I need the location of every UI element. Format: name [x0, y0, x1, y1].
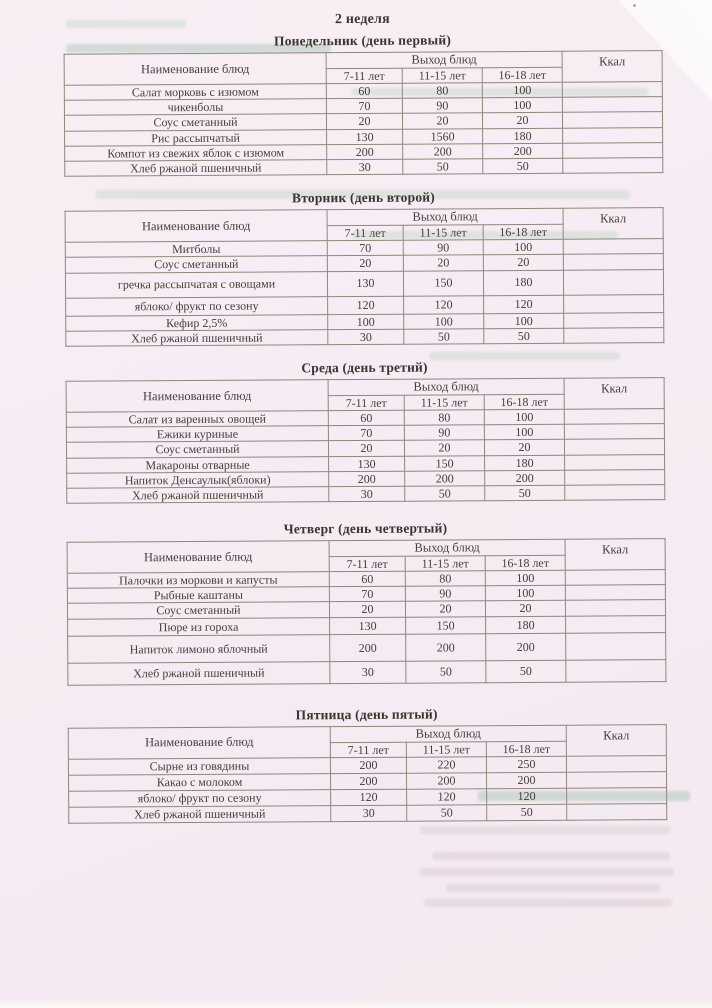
- dish-name-cell: Салат морковь с изюмом: [64, 84, 326, 101]
- day-tables-container: [63, 31, 666, 823]
- col-header-age-16-18: 16-18 лет: [483, 224, 563, 240]
- dish-name-cell: Палочки из моркови и капусты: [67, 572, 329, 589]
- portion-cell-11-15: 80: [402, 83, 482, 99]
- col-header-age-16-18: 16-18 лет: [485, 555, 565, 571]
- portion-cell-11-15: 50: [404, 328, 484, 344]
- portion-cell-11-15: 80: [405, 571, 485, 587]
- portion-cell-7-11: 20: [329, 602, 405, 618]
- portion-cell-7-11: 30: [328, 329, 404, 345]
- col-header-age-7-11: 7-11 лет: [330, 742, 406, 758]
- portion-cell-11-15: 200: [406, 772, 486, 788]
- kcal-cell: [566, 632, 666, 660]
- dish-name-cell: яблоко/ фрукт по сезону: [69, 789, 331, 807]
- col-header-kcal: Ккал: [566, 724, 666, 756]
- table-row: [67, 484, 665, 503]
- dish-name-cell: Сырне из говядины: [68, 757, 330, 775]
- portion-cell-16-18: 200: [483, 143, 563, 159]
- bleed-through-artifact: [446, 884, 660, 892]
- portion-cell-16-18: 50: [483, 158, 563, 174]
- dish-name-cell: Рыбные каштаны: [67, 587, 329, 604]
- kcal-cell: [563, 239, 663, 255]
- portion-cell-16-18: 180: [486, 616, 566, 633]
- menu-rows: [64, 82, 663, 177]
- dish-name-cell: Напиток лимоно яблочный: [68, 634, 330, 663]
- portion-cell-11-15: 200: [405, 470, 485, 486]
- portion-cell-7-11: 130: [330, 617, 406, 634]
- bleed-through-artifact: [432, 852, 670, 860]
- portion-cell-16-18: 20: [484, 440, 564, 456]
- portion-cell-11-15: 200: [403, 144, 483, 160]
- col-header-dish-name: Наименование блюд: [66, 380, 328, 413]
- portion-cell-11-15: 90: [403, 240, 483, 256]
- day-title: Вторник (день второй): [291, 189, 435, 206]
- col-header-kcal: Ккал: [563, 208, 663, 240]
- portion-cell-11-15: 90: [404, 425, 484, 441]
- dish-name-cell: Митболы: [65, 241, 327, 258]
- portion-cell-16-18: 100: [482, 98, 562, 114]
- dish-name-cell: гречка рассыпчатая с овощами: [65, 271, 327, 298]
- kcal-cell: [565, 570, 665, 586]
- dish-name-cell: Хлеб ржаной пшеничный: [68, 661, 330, 685]
- header-row: [64, 51, 662, 71]
- dish-name-cell: Кефир 2,5%: [66, 314, 328, 331]
- portion-cell-11-15: 1560: [403, 128, 483, 144]
- scan-speck: [633, 4, 636, 7]
- kcal-cell: [564, 439, 664, 455]
- portion-cell-7-11: 120: [328, 296, 404, 314]
- dish-name-cell: яблоко/ фрукт по сезону: [66, 296, 328, 316]
- kcal-cell: [564, 409, 664, 425]
- table-row: [66, 327, 664, 346]
- kcal-cell: [564, 312, 664, 328]
- col-header-age-7-11: 7-11 лет: [327, 225, 403, 241]
- day-section: [65, 358, 664, 504]
- scan-bottom-edge: [0, 998, 712, 1008]
- dish-name-cell: Хлеб ржаной пшеничный: [67, 486, 329, 503]
- kcal-cell: [562, 97, 662, 113]
- kcal-cell: [562, 112, 662, 128]
- kcal-cell: [563, 254, 663, 270]
- portion-cell-11-15: 120: [407, 788, 487, 804]
- portion-cell-16-18: 100: [484, 313, 564, 329]
- dish-name-cell: Соус сметанный: [67, 602, 329, 619]
- portion-cell-7-11: 30: [329, 486, 405, 502]
- portion-cell-16-18: 50: [486, 660, 566, 682]
- portion-cell-7-11: 30: [331, 805, 407, 821]
- portion-cell-11-15: 90: [402, 98, 482, 114]
- menu-table: [64, 50, 664, 177]
- col-header-age-16-18: 16-18 лет: [486, 741, 566, 757]
- dish-name-cell: Пюре из гороха: [68, 617, 330, 636]
- portion-cell-16-18: 100: [482, 82, 562, 98]
- dish-name-cell: Напиток Денсаулык(яблоки): [67, 471, 329, 488]
- col-header-dish-name: Наименование блюд: [68, 726, 330, 759]
- portion-cell-16-18: 50: [484, 328, 564, 344]
- kcal-cell: [565, 454, 665, 470]
- bleed-through-artifact: [420, 826, 670, 834]
- dish-name-cell: Хлеб ржаной пшеничный: [65, 160, 327, 177]
- menu-table: [65, 207, 665, 346]
- kcal-cell: [566, 615, 666, 633]
- kcal-cell: [563, 158, 663, 174]
- portion-cell-11-15: 20: [402, 113, 482, 129]
- portion-cell-7-11: 130: [327, 129, 403, 145]
- portion-cell-11-15: 20: [405, 601, 485, 617]
- portion-cell-16-18: 100: [484, 409, 564, 425]
- kcal-cell: [566, 659, 666, 682]
- col-header-kcal: Ккал: [565, 539, 665, 571]
- bleed-through-artifact: [424, 899, 672, 907]
- kcal-cell: [564, 424, 664, 440]
- portion-cell-11-15: 150: [405, 455, 485, 471]
- portion-cell-11-15: 200: [406, 633, 486, 660]
- dish-name-cell: Соус сметанный: [64, 114, 326, 131]
- dish-name-cell: Салат из варенных овощей: [66, 411, 328, 428]
- portion-cell-7-11: 200: [329, 471, 405, 487]
- col-header-output: Выход блюд: [326, 51, 562, 68]
- portion-cell-7-11: 30: [327, 159, 403, 175]
- dish-name-cell: Хлеб ржаной пшеничный: [66, 329, 328, 346]
- portion-cell-16-18: 120: [487, 788, 567, 804]
- portion-cell-16-18: 180: [485, 455, 565, 471]
- col-header-kcal: Ккал: [564, 377, 664, 409]
- portion-cell-7-11: 120: [331, 789, 407, 805]
- day-title: Среда (день третий): [301, 359, 428, 376]
- kcal-cell: [563, 127, 663, 143]
- col-header-age-16-18: 16-18 лет: [482, 67, 562, 83]
- portion-cell-16-18: 20: [483, 255, 563, 271]
- col-header-age-7-11: 7-11 лет: [326, 68, 402, 84]
- portion-cell-11-15: 50: [405, 486, 485, 502]
- portion-cell-11-15: 220: [406, 756, 486, 772]
- header-row: [68, 724, 666, 744]
- portion-cell-16-18: 50: [487, 804, 567, 820]
- portion-cell-16-18: 50: [485, 485, 565, 501]
- col-header-age-11-15: 11-15 лет: [406, 741, 486, 757]
- day-title: Пятница (день пятый): [295, 706, 438, 722]
- portion-cell-7-11: 70: [327, 240, 403, 256]
- portion-cell-7-11: 60: [329, 571, 405, 587]
- col-header-dish-name: Наименование блюд: [65, 210, 327, 243]
- portion-cell-16-18: 100: [485, 570, 565, 586]
- portion-cell-7-11: 20: [328, 441, 404, 457]
- portion-cell-11-15: 150: [403, 270, 483, 295]
- day-title: Понедельник (день первый): [273, 32, 452, 49]
- portion-cell-11-15: 50: [403, 159, 483, 175]
- col-header-age-11-15: 11-15 лет: [404, 395, 484, 411]
- dish-name-cell: Соус сметанный: [66, 441, 328, 458]
- table-row: [65, 158, 663, 177]
- table-row: [69, 803, 667, 823]
- table-row: [68, 659, 666, 685]
- portion-cell-7-11: 30: [330, 661, 406, 683]
- kcal-cell: [567, 803, 667, 820]
- portion-cell-16-18: 200: [485, 470, 565, 486]
- page-title: 2 неделя: [334, 11, 390, 28]
- portion-cell-16-18: 120: [484, 295, 564, 313]
- day-section: [63, 31, 662, 177]
- menu-table: [66, 377, 666, 504]
- kcal-cell: [565, 585, 665, 601]
- col-header-output: Выход блюд: [327, 208, 563, 225]
- portion-cell-7-11: 200: [327, 144, 403, 160]
- portion-cell-7-11: 70: [328, 425, 404, 441]
- dish-name-cell: Хлеб ржаной пшеничный: [69, 805, 331, 823]
- col-header-age-11-15: 11-15 лет: [405, 556, 485, 572]
- kcal-cell: [567, 787, 667, 804]
- col-header-dish-name: Наименование блюд: [67, 541, 329, 574]
- kcal-cell: [567, 771, 667, 788]
- table-row: [65, 269, 663, 298]
- portion-cell-7-11: 60: [328, 410, 404, 426]
- dish-name-cell: Компот из свежих яблок с изюмом: [65, 144, 327, 161]
- portion-cell-7-11: 200: [330, 773, 406, 789]
- portion-cell-16-18: 250: [486, 756, 566, 772]
- portion-cell-11-15: 90: [405, 586, 485, 602]
- portion-cell-11-15: 150: [406, 616, 486, 633]
- col-header-output: Выход блюд: [330, 725, 566, 742]
- kcal-cell: [564, 327, 664, 343]
- portion-cell-7-11: 70: [326, 99, 402, 115]
- dish-name-cell: Макароны отварные: [67, 456, 329, 473]
- kcal-cell: [562, 82, 662, 98]
- portion-cell-16-18: 180: [483, 270, 563, 295]
- col-header-age-7-11: 7-11 лет: [328, 395, 404, 411]
- portion-cell-16-18: 200: [486, 633, 566, 660]
- col-header-age-11-15: 11-15 лет: [403, 225, 483, 241]
- header-row: [67, 539, 665, 559]
- day-section: [64, 188, 663, 346]
- portion-cell-7-11: 130: [329, 456, 405, 472]
- portion-cell-7-11: 70: [329, 586, 405, 602]
- portion-cell-11-15: 80: [404, 410, 484, 426]
- portion-cell-16-18: 200: [486, 772, 566, 788]
- day-title: Четверг (день четвертый): [283, 520, 448, 537]
- menu-document: [63, 10, 666, 823]
- col-header-output: Выход блюд: [328, 378, 564, 395]
- header-row: [66, 377, 664, 397]
- col-header-dish-name: Наименование блюд: [64, 53, 326, 86]
- col-header-age-11-15: 11-15 лет: [402, 68, 482, 84]
- portion-cell-16-18: 20: [485, 601, 565, 617]
- kcal-cell: [563, 269, 663, 295]
- day-section: [66, 519, 665, 685]
- portion-cell-16-18: 100: [483, 239, 563, 255]
- kcal-cell: [565, 484, 665, 500]
- portion-cell-11-15: 20: [404, 440, 484, 456]
- dish-name-cell: чикенболы: [64, 99, 326, 116]
- dish-name-cell: Соус сметанный: [65, 256, 327, 273]
- portion-cell-11-15: 50: [407, 804, 487, 820]
- menu-rows: [68, 755, 666, 823]
- portion-cell-16-18: 20: [482, 113, 562, 129]
- portion-cell-11-15: 50: [406, 660, 486, 682]
- portion-cell-16-18: 180: [483, 128, 563, 144]
- portion-cell-7-11: 200: [330, 757, 406, 773]
- kcal-cell: [565, 469, 665, 485]
- portion-cell-11-15: 20: [403, 255, 483, 271]
- col-header-output: Выход блюд: [329, 539, 565, 556]
- portion-cell-16-18: 100: [485, 586, 565, 602]
- portion-cell-7-11: 200: [330, 634, 406, 661]
- kcal-cell: [565, 600, 665, 616]
- header-row: [65, 208, 663, 228]
- portion-cell-7-11: 130: [327, 271, 403, 296]
- portion-cell-7-11: 60: [326, 83, 402, 99]
- table-row: [68, 632, 666, 663]
- kcal-cell: [566, 755, 666, 772]
- kcal-cell: [563, 142, 663, 158]
- day-section: [68, 705, 667, 824]
- portion-cell-16-18: 100: [484, 424, 564, 440]
- dish-name-cell: Ежики куриные: [66, 426, 328, 443]
- portion-cell-7-11: 20: [326, 114, 402, 130]
- menu-rows: [65, 239, 664, 346]
- bleed-through-artifact: [420, 868, 674, 876]
- portion-cell-7-11: 20: [327, 256, 403, 272]
- col-header-kcal: Ккал: [562, 51, 662, 83]
- menu-rows: [67, 570, 666, 685]
- dish-name-cell: Рис рассыпчатый: [65, 129, 327, 146]
- portion-cell-11-15: 100: [404, 313, 484, 329]
- portion-cell-11-15: 120: [404, 295, 484, 313]
- menu-table: [68, 724, 668, 824]
- portion-cell-7-11: 100: [328, 314, 404, 330]
- col-header-age-7-11: 7-11 лет: [329, 556, 405, 572]
- col-header-age-16-18: 16-18 лет: [484, 394, 564, 410]
- dish-name-cell: Какао с молоком: [68, 773, 330, 791]
- menu-table: [67, 538, 667, 685]
- kcal-cell: [564, 294, 664, 313]
- menu-rows: [66, 409, 665, 504]
